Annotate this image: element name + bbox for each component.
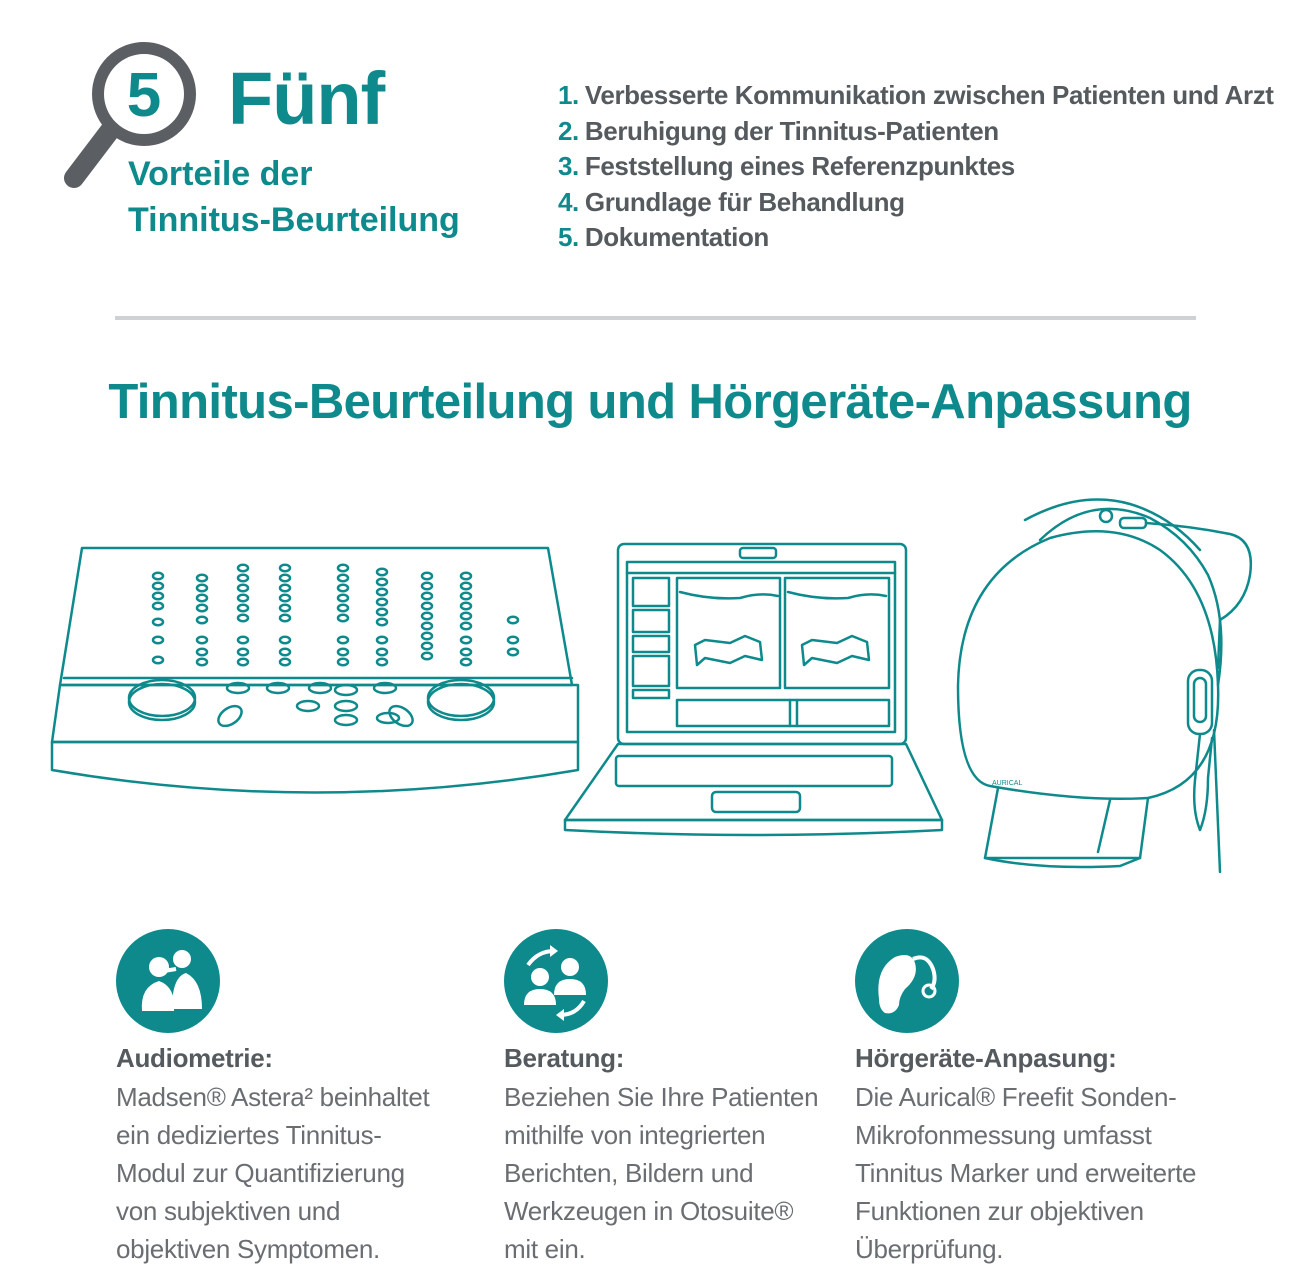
audiometer-knob	[280, 649, 290, 655]
audiometer-knob	[238, 565, 248, 571]
audiometer-knob	[377, 619, 387, 625]
audiometer-knob	[197, 575, 207, 581]
audiometer-knob	[238, 649, 248, 655]
aurical-head-illustration	[958, 500, 1251, 872]
hearing-aid-icon	[855, 929, 959, 1033]
audiometer-knob	[377, 579, 387, 585]
audiometer-knob	[238, 585, 248, 591]
audiometer-knob	[377, 599, 387, 605]
audiometer-knob	[238, 615, 248, 621]
audiometer-knob	[377, 649, 387, 655]
benefit-item: 2. Beruhigung der Tinnitus-Patienten	[558, 115, 999, 146]
audiometer-illustration	[52, 548, 578, 793]
audiometer-knob	[461, 603, 471, 609]
audiometer-knob	[280, 585, 290, 591]
audiometer-knob	[153, 583, 163, 589]
audiometer-knob	[422, 583, 432, 589]
feature-body-counseling: Beziehen Sie Ihre Patienten mithilfe von integrierten Berichten, Bildern und Werkzeugen in Otosuite® mit ein.	[504, 1082, 819, 1264]
audiometer-knob	[461, 659, 471, 665]
audiometer-button	[335, 701, 357, 711]
audiometer-knob	[338, 659, 348, 665]
audiometer-knob	[422, 653, 432, 659]
audiometer-knob	[238, 595, 248, 601]
audiometer-knob	[280, 615, 290, 621]
audiometer-knob	[153, 619, 163, 625]
benefit-item: 1. Verbesserte Kommunikation zwischen Patienten und Arzt	[558, 80, 1274, 110]
audiometer-knob	[153, 573, 163, 579]
audiometer-knob	[422, 573, 432, 579]
feature-body-audiometry: Madsen® Astera² beinhaltet ein dediziertes Tinnitus- Modul zur Quantifizierung von subjektiven und objektiven Symptomen.	[116, 1082, 430, 1264]
audiometer-knob	[338, 585, 348, 591]
audiometer-knob	[338, 595, 348, 601]
feature-body-hearing-aid: Die Aurical® Freefit Sonden- Mikrofonmessung umfasst Tinnitus Marker und erweiterte Funktionen zur objektiven Überprüfung.	[855, 1082, 1197, 1264]
audiometer-knob	[338, 615, 348, 621]
audiometer-knob	[377, 609, 387, 615]
audiometer-knob	[377, 569, 387, 575]
main-title: Tinnitus-Beurteilung und Hörgeräte-Anpassung	[108, 375, 1192, 429]
audiometer-button	[297, 701, 319, 711]
laptop-illustration	[565, 544, 942, 835]
audiometer-knob	[422, 593, 432, 599]
audiometer-knob	[422, 633, 432, 639]
audiometer-knob	[338, 637, 348, 643]
audiometer-knob	[422, 643, 432, 649]
audiometer-button	[335, 685, 357, 695]
audiometer-knob	[461, 573, 471, 579]
audiometer-knob	[461, 649, 471, 655]
audiometer-knob	[280, 575, 290, 581]
device-illustration	[40, 480, 1260, 880]
audiometer-knob	[238, 637, 248, 643]
audiometer-knob	[238, 605, 248, 611]
benefits-list	[558, 78, 1274, 256]
audiometer-knob	[197, 605, 207, 611]
section-divider	[115, 316, 1196, 320]
audiometer-knob	[197, 595, 207, 601]
audiometer-knob	[422, 603, 432, 609]
audiometer-knob	[377, 659, 387, 665]
audiometer-knob	[153, 637, 163, 643]
audiometer-button	[335, 715, 357, 725]
audiometer-knob	[508, 649, 518, 655]
audiometer-knob	[508, 637, 518, 643]
audiometer-knob	[280, 659, 290, 665]
feature-heading-counseling: Beratung:	[504, 1043, 625, 1073]
feature-heading-hearing-aid: Hörgeräte-Anpasung:	[855, 1043, 1117, 1073]
audiometer-knob	[338, 565, 348, 571]
audiometer-knob	[338, 605, 348, 611]
audiometer-knob	[197, 649, 207, 655]
audiometer-knob	[153, 657, 163, 663]
audiometer-knob	[153, 603, 163, 609]
aurical-device-label: AURICAL	[992, 780, 1023, 787]
audiometer-knob	[422, 623, 432, 629]
audiometer-knob	[153, 593, 163, 599]
benefit-item: 5. Dokumentation	[558, 222, 769, 252]
audiometer-knob	[377, 637, 387, 643]
audiometer-knob	[461, 637, 471, 643]
number-word: Fünf	[228, 57, 385, 140]
audiometer-knob	[461, 593, 471, 599]
audiometer-knob	[238, 575, 248, 581]
audiometer-knob	[197, 585, 207, 591]
audiometer-knob	[197, 637, 207, 643]
benefit-item: 3. Feststellung eines Referenzpunktes	[558, 151, 1015, 181]
audiometer-knob	[280, 605, 290, 611]
number-badge: 5	[126, 61, 162, 130]
audiometer-knob	[461, 583, 471, 589]
audiometer-knob	[338, 649, 348, 655]
audiometer-knob	[461, 623, 471, 629]
subtitle-line-2: Tinnitus-Beurteilung	[128, 201, 460, 239]
audiometer-knob	[197, 659, 207, 665]
audiometry-icon	[116, 929, 220, 1033]
audiometer-knob	[280, 565, 290, 571]
audiometer-knob	[461, 613, 471, 619]
audiometer-knob	[338, 575, 348, 581]
counseling-icon	[504, 929, 608, 1033]
audiometer-knob	[422, 613, 432, 619]
subtitle-line-1: Vorteile der	[128, 155, 313, 193]
audiometer-knob	[377, 589, 387, 595]
audiometer-knob	[280, 637, 290, 643]
audiometer-knob	[238, 659, 248, 665]
feature-heading-audiometry: Audiometrie:	[116, 1043, 273, 1073]
audiometer-knob	[197, 617, 207, 623]
audiometer-knob	[508, 617, 518, 623]
benefit-item: 4. Grundlage für Behandlung	[558, 186, 905, 217]
audiometer-knob	[280, 595, 290, 601]
